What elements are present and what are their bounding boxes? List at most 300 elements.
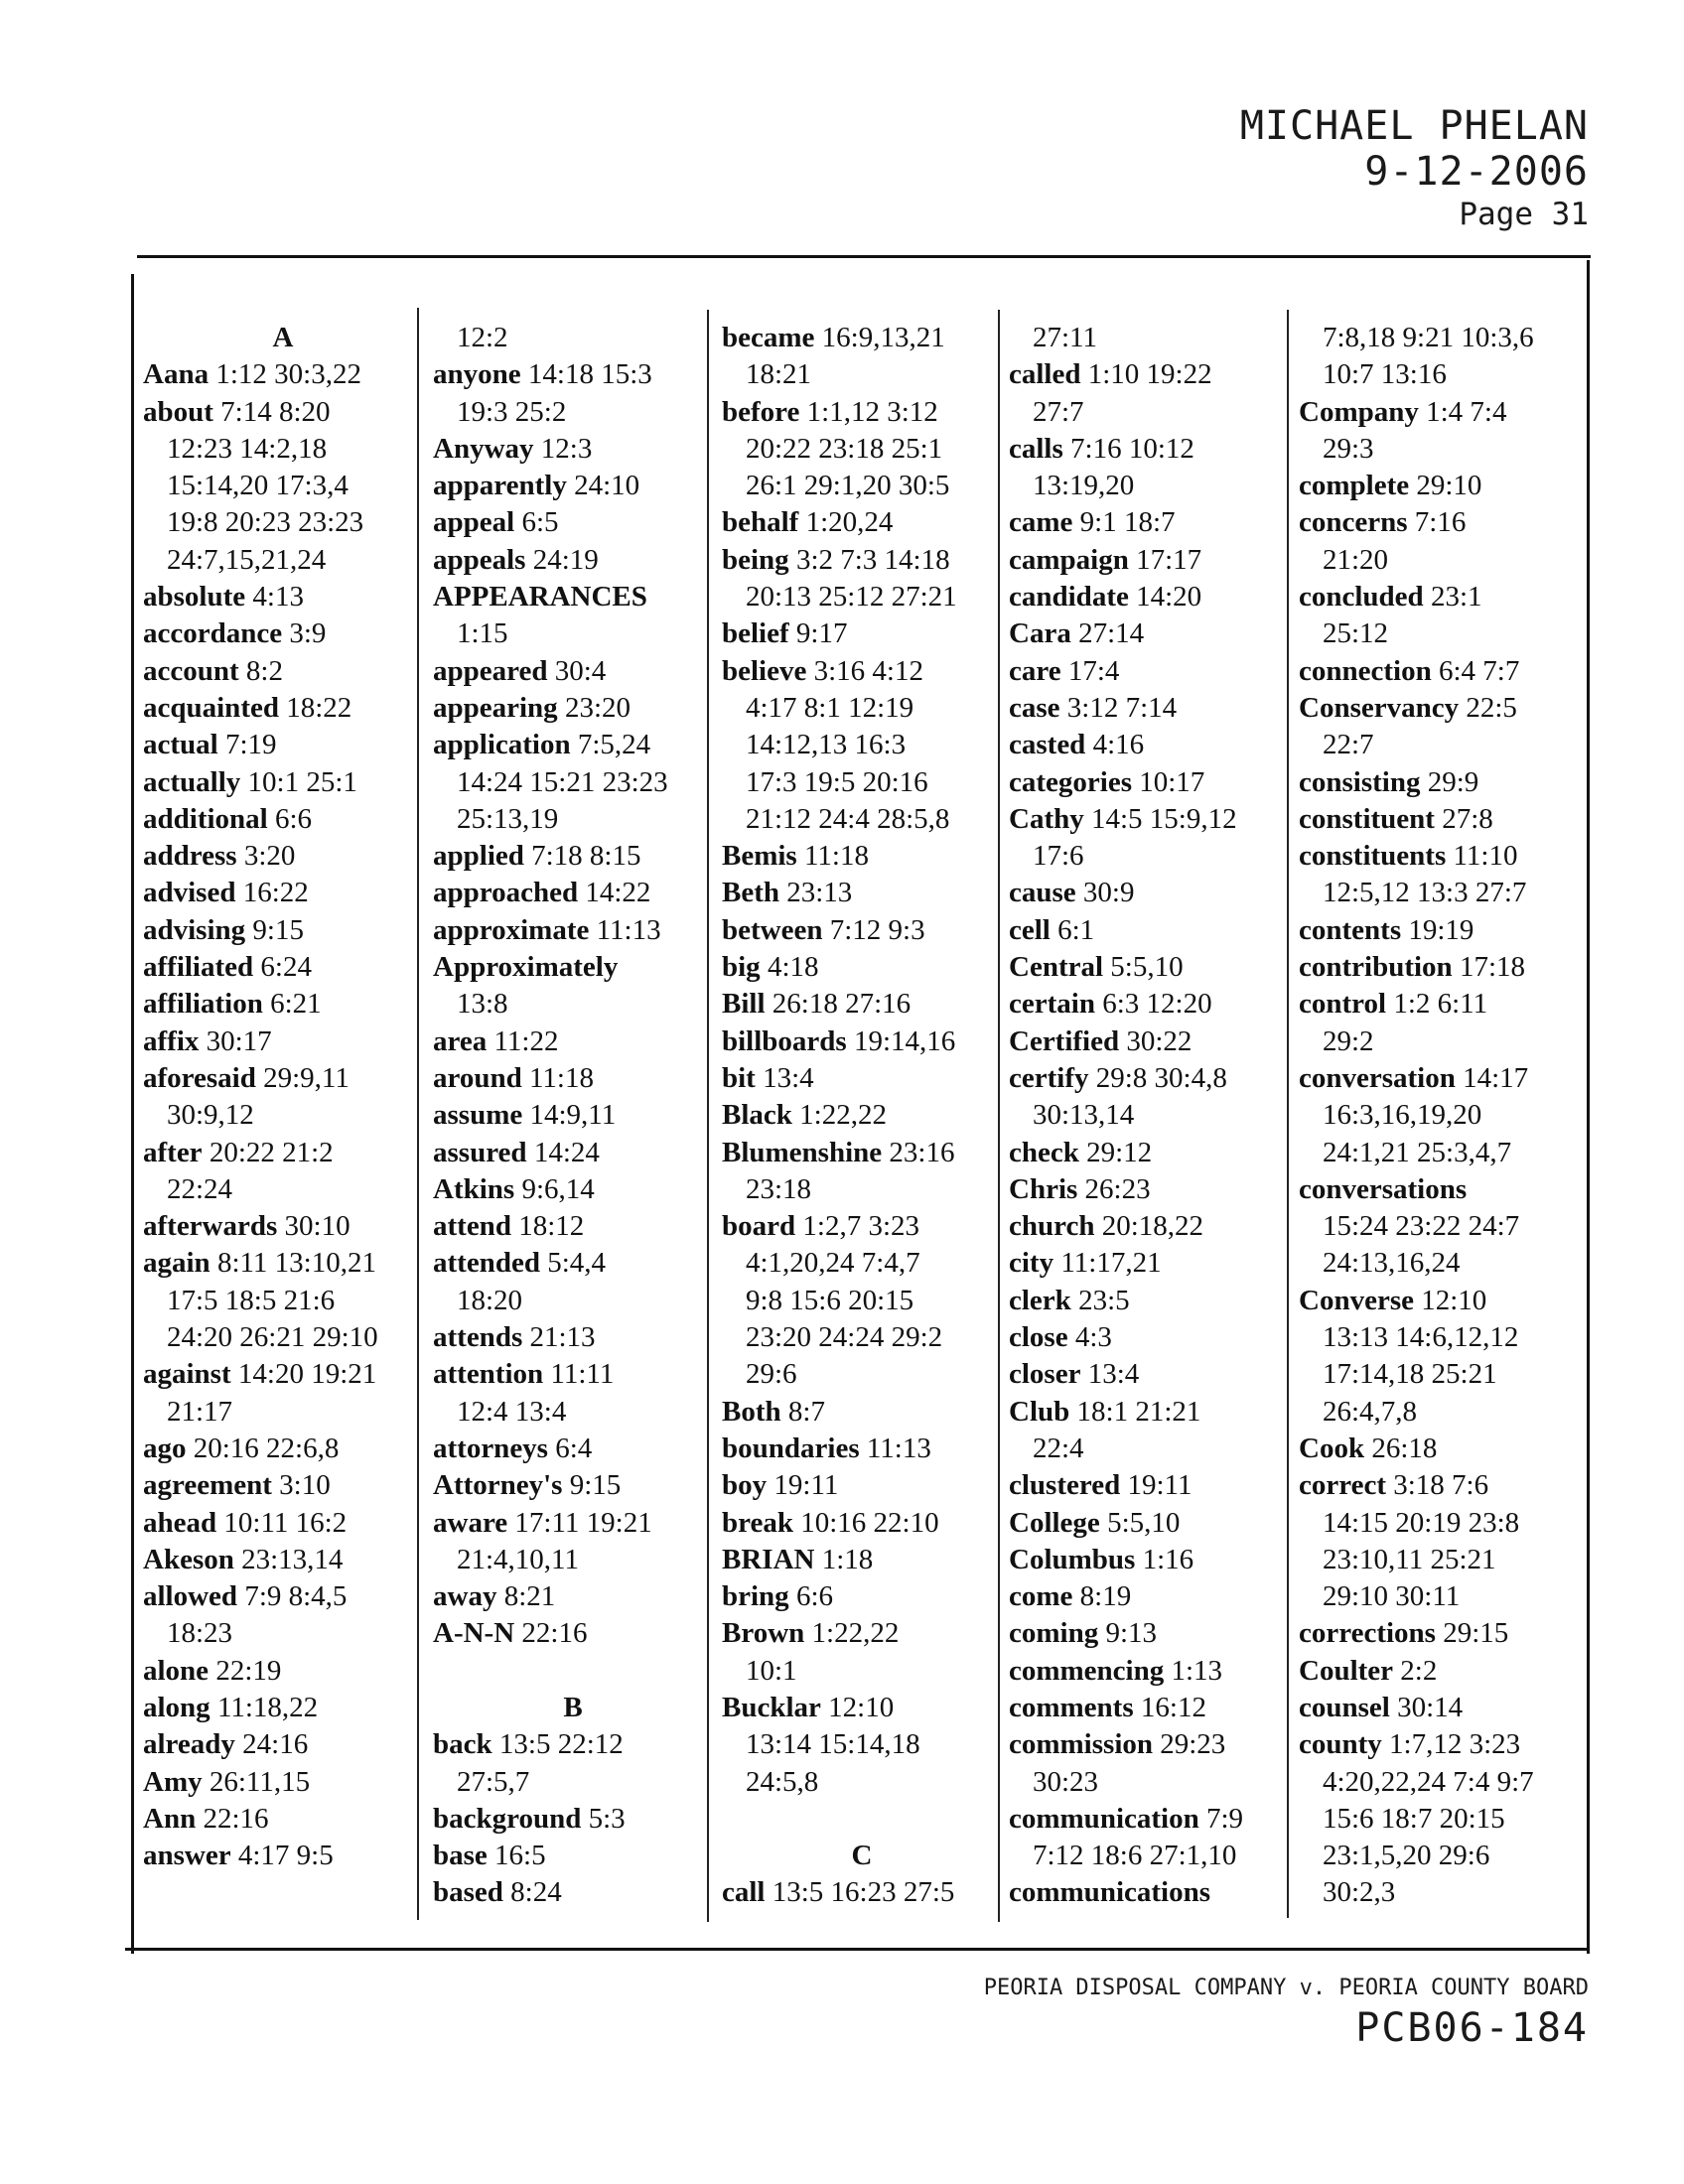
page-line-refs: 11:18 <box>528 1061 594 1094</box>
index-entry <box>143 1542 423 1578</box>
index-term: certain <box>1009 988 1095 1021</box>
index-term: appearing <box>433 691 558 724</box>
index-entry <box>1009 615 1289 652</box>
index-term: Akeson <box>143 1543 234 1575</box>
index-entry <box>1299 1283 1579 1319</box>
index-entry <box>433 838 713 875</box>
page-line-refs: 14:5 15:9,12 <box>1090 802 1237 835</box>
index-entry <box>143 875 423 911</box>
index-entry <box>433 1245 713 1282</box>
page-line-refs: 23:16 <box>889 1136 955 1168</box>
page-line-refs: 10:17 <box>1139 765 1205 798</box>
index-continuation: 21:4,10,11 <box>457 1543 579 1575</box>
page-line-refs: 7:18 8:15 <box>531 840 641 873</box>
page-line-refs: 6:6 <box>274 802 313 835</box>
index-continuation: 17:3 19:5 20:16 <box>746 765 928 798</box>
page-line-refs: 21:13 <box>529 1321 596 1354</box>
index-entry <box>1299 986 1579 1023</box>
index-entry <box>1299 801 1579 838</box>
index-entry <box>433 1578 713 1615</box>
index-term: APPEARANCES <box>433 581 647 614</box>
page-line-refs: 8:24 <box>510 1876 562 1909</box>
index-term: A-N-N <box>433 1617 515 1650</box>
page-line-refs: 27:14 <box>1078 617 1145 650</box>
index-term: affiliation <box>143 988 263 1021</box>
index-term: Converse <box>1299 1284 1414 1316</box>
index-entry <box>1009 579 1289 615</box>
page-line-refs: 26:18 27:16 <box>772 988 912 1021</box>
index-entry <box>1009 504 1289 541</box>
index-entry <box>722 542 1002 579</box>
index-continuation: 29:10 30:11 <box>1323 1580 1461 1613</box>
index-entry <box>1009 1542 1289 1578</box>
index-column <box>143 320 423 1874</box>
index-entry <box>722 949 1002 986</box>
index-continuation: 18:21 <box>746 358 812 391</box>
index-term: consisting <box>1299 765 1421 798</box>
page-line-refs: 19:11 <box>773 1469 839 1502</box>
index-term: came <box>1009 506 1073 539</box>
page-line-refs: 23:13,14 <box>241 1543 344 1575</box>
index-term: between <box>722 913 823 946</box>
index-term: Cook <box>1299 1432 1365 1464</box>
index-term: believe <box>722 654 807 687</box>
index-entry <box>1299 1431 1579 1467</box>
index-entry <box>143 1690 423 1726</box>
page-line-refs: 17:17 <box>1136 543 1202 576</box>
index-entry <box>1009 1726 1289 1763</box>
index-entry <box>1009 356 1289 393</box>
index-term: communication <box>1009 1802 1199 1835</box>
index-continuation: 10:1 <box>746 1654 797 1687</box>
index-entry <box>1009 1356 1289 1393</box>
index-entry <box>1009 1060 1289 1097</box>
index-entry <box>143 1838 423 1874</box>
page-line-refs: 22:19 <box>215 1654 282 1687</box>
page-line-refs: 22:16 <box>203 1802 269 1835</box>
index-term: accordance <box>143 617 283 650</box>
index-term: being <box>722 543 789 576</box>
index-term: advised <box>143 877 236 909</box>
index-continuation: 12:5,12 13:3 27:7 <box>1323 877 1527 909</box>
index-entry <box>722 912 1002 949</box>
page-line-refs: 13:4 <box>763 1061 814 1094</box>
index-continuation: 23:20 24:24 29:2 <box>746 1321 943 1354</box>
index-term: cause <box>1009 877 1076 909</box>
index-term: counsel <box>1299 1691 1390 1723</box>
deposition-date: 9-12-2006 <box>1364 149 1589 195</box>
index-continuation: 4:17 8:1 12:19 <box>746 691 914 724</box>
index-term: against <box>143 1358 231 1391</box>
index-continuation: 29:3 <box>1323 432 1374 465</box>
index-entry <box>143 801 423 838</box>
index-term: afterwards <box>143 1210 278 1243</box>
index-entry <box>1009 1024 1289 1060</box>
index-continuation: 1:15 <box>457 617 508 650</box>
index-entry <box>722 1208 1002 1245</box>
page-line-refs: 12:10 <box>1421 1284 1487 1316</box>
page-line-refs: 7:12 9:3 <box>829 913 925 946</box>
page-line-refs: 6:3 12:20 <box>1102 988 1212 1021</box>
page-line-refs: 10:16 22:10 <box>800 1506 939 1539</box>
page-line-refs: 29:23 <box>1160 1728 1226 1761</box>
index-term: ago <box>143 1432 187 1464</box>
index-continuation: 7:8,18 9:21 10:3,6 <box>1323 322 1534 353</box>
index-continuation: 14:24 15:21 23:23 <box>457 765 668 798</box>
index-continuation: 15:6 18:7 20:15 <box>1323 1802 1505 1835</box>
index-entry <box>1299 1171 1579 1208</box>
index-continuation: 30:2,3 <box>1323 1876 1396 1909</box>
index-entry <box>433 1171 713 1208</box>
index-continuation: 19:8 20:23 23:23 <box>167 506 364 539</box>
index-term: campaign <box>1009 543 1129 576</box>
case-caption: PEORIA DISPOSAL COMPANY v. PEORIA COUNTY BOARD <box>983 1976 1589 2000</box>
box-bottom-border <box>125 1948 1589 1951</box>
index-continuation: 25:12 <box>1323 617 1389 650</box>
page-line-refs: 1:2,7 3:23 <box>802 1210 920 1243</box>
index-entry <box>1009 764 1289 801</box>
page-line-refs: 9:1 18:7 <box>1079 506 1176 539</box>
page-line-refs: 1:13 <box>1171 1654 1223 1687</box>
index-entry <box>722 1542 1002 1578</box>
index-term: concluded <box>1299 581 1424 614</box>
index-term: BRIAN <box>722 1543 815 1575</box>
page-line-refs: 16:5 <box>494 1840 546 1872</box>
index-entry <box>722 1135 1002 1171</box>
index-entry <box>433 431 713 468</box>
index-term: contribution <box>1299 951 1453 984</box>
page-line-refs: 8:2 <box>245 654 283 687</box>
index-entry <box>722 986 1002 1023</box>
index-term: Ann <box>143 1802 197 1835</box>
index-entry <box>722 1505 1002 1542</box>
index-term: account <box>143 654 239 687</box>
index-entry <box>1009 653 1289 690</box>
page-line-refs: 11:11 <box>550 1358 615 1391</box>
index-term: boy <box>722 1469 768 1502</box>
index-term: already <box>143 1728 235 1761</box>
page-line-refs: 11:13 <box>866 1432 931 1464</box>
page-line-refs: 30:4 <box>554 654 607 687</box>
index-entry <box>722 1097 1002 1134</box>
index-term: contents <box>1299 913 1402 946</box>
index-entry <box>1009 1283 1289 1319</box>
page-line-refs: 14:18 15:3 <box>527 358 652 391</box>
index-continuation: 27:5,7 <box>457 1765 530 1798</box>
index-entry <box>1299 504 1579 541</box>
index-term: come <box>1009 1580 1073 1613</box>
index-entry <box>143 1356 423 1393</box>
index-term: constituent <box>1299 802 1435 835</box>
index-term: actually <box>143 765 241 798</box>
page-line-refs: 6:1 <box>1057 913 1095 946</box>
index-entry <box>433 1097 713 1134</box>
index-term: close <box>1009 1321 1068 1354</box>
index-term: before <box>722 395 800 428</box>
index-continuation: 7:12 18:6 27:1,10 <box>1033 1840 1237 1872</box>
index-entry <box>143 394 423 431</box>
index-entry <box>143 1726 423 1763</box>
index-entry <box>1009 1801 1289 1838</box>
index-continuation: 29:2 <box>1323 1024 1374 1057</box>
index-term: Conservancy <box>1299 691 1460 724</box>
page-line-refs: 3:9 <box>289 617 327 650</box>
index-term: closer <box>1009 1358 1081 1391</box>
index-entry <box>143 949 423 986</box>
index-entry <box>722 875 1002 911</box>
index-continuation: 27:11 <box>1033 322 1097 353</box>
index-term: Attorney's <box>433 1469 563 1502</box>
spacer <box>433 1653 713 1690</box>
page-line-refs: 7:16 <box>1414 506 1467 539</box>
index-term: Blumenshine <box>722 1136 883 1168</box>
page-line-refs: 11:18,22 <box>216 1691 319 1723</box>
index-term: affix <box>143 1024 200 1057</box>
index-term: constituents <box>1299 840 1447 873</box>
index-term: attorneys <box>433 1432 548 1464</box>
index-entry <box>433 653 713 690</box>
page-line-refs: 17:18 <box>1459 951 1525 984</box>
index-term: area <box>433 1024 488 1057</box>
index-entry <box>722 653 1002 690</box>
index-continuation: 18:23 <box>167 1617 233 1650</box>
index-entry <box>433 1505 713 1542</box>
page-line-refs: 17:4 <box>1067 654 1120 687</box>
index-continuation: 17:5 18:5 21:6 <box>167 1284 336 1316</box>
page-line-refs: 5:4,4 <box>547 1247 607 1280</box>
index-entry <box>1299 764 1579 801</box>
page-line-refs: 3:2 7:3 14:18 <box>795 543 950 576</box>
index-continuation: 29:6 <box>746 1358 797 1391</box>
page-line-refs: 7:14 8:20 <box>220 395 331 428</box>
page-line-refs: 11:22 <box>493 1024 559 1057</box>
index-term: advising <box>143 913 246 946</box>
index-continuation: 4:1,20,24 7:4,7 <box>746 1247 920 1280</box>
index-entry <box>1009 1615 1289 1652</box>
index-entry <box>1299 653 1579 690</box>
index-term: case <box>1009 691 1060 724</box>
page-line-refs: 5:5,10 <box>1110 951 1184 984</box>
index-entry <box>433 542 713 579</box>
page-line-refs: 16:22 <box>242 877 309 909</box>
page-line-refs: 26:11,15 <box>209 1765 311 1798</box>
index-term: Both <box>722 1395 781 1428</box>
page-line-refs: 23:13 <box>786 877 853 909</box>
index-term: certify <box>1009 1061 1089 1094</box>
index-term: call <box>722 1876 766 1909</box>
index-term: behalf <box>722 506 799 539</box>
page-line-refs: 30:9 <box>1082 877 1135 909</box>
index-continuation: 13:19,20 <box>1033 470 1135 502</box>
index-entry <box>143 1024 423 1060</box>
index-entry <box>143 1208 423 1245</box>
index-entry <box>433 949 713 986</box>
index-entry <box>722 1615 1002 1652</box>
index-entry <box>143 1060 423 1097</box>
index-column <box>1299 320 1579 1912</box>
index-term: Aana <box>143 358 210 391</box>
index-entry <box>143 1467 423 1504</box>
index-term: Central <box>1009 951 1104 984</box>
index-entry <box>433 1060 713 1097</box>
page-line-refs: 4:3 <box>1074 1321 1112 1354</box>
index-term: away <box>433 1580 497 1613</box>
index-term: belief <box>722 617 789 650</box>
page-line-refs: 29:12 <box>1086 1136 1153 1168</box>
index-term: absolute <box>143 581 246 614</box>
index-continuation: 26:1 29:1,20 30:5 <box>746 470 950 502</box>
index-continuation: 22:4 <box>1033 1432 1084 1464</box>
index-continuation: 20:22 23:18 25:1 <box>746 432 943 465</box>
index-entry <box>1009 949 1289 986</box>
index-term: casted <box>1009 729 1086 761</box>
page-line-refs: 7:19 <box>224 729 277 761</box>
top-rule <box>137 255 1591 258</box>
page-line-refs: 29:8 30:4,8 <box>1095 1061 1227 1094</box>
index-entry <box>1299 912 1579 949</box>
index-entry <box>1009 1319 1289 1356</box>
page-line-refs: 26:23 <box>1084 1172 1151 1205</box>
index-term: Company <box>1299 395 1419 428</box>
index-entry <box>433 912 713 949</box>
index-entry <box>722 394 1002 431</box>
index-continuation: 14:15 20:19 23:8 <box>1323 1506 1520 1539</box>
index-entry <box>1009 1874 1289 1911</box>
index-entry <box>722 1431 1002 1467</box>
page-line-refs: 6:4 7:7 <box>1438 654 1520 687</box>
index-continuation: 4:20,22,24 7:4 9:7 <box>1323 1765 1534 1798</box>
index-entry <box>143 912 423 949</box>
index-continuation: 23:18 <box>746 1172 812 1205</box>
index-term: agreement <box>143 1469 272 1502</box>
index-continuation: 10:7 13:16 <box>1323 358 1447 391</box>
index-entry <box>1299 838 1579 875</box>
index-term: appeals <box>433 543 526 576</box>
index-term: again <box>143 1247 210 1280</box>
index-term: answer <box>143 1840 231 1872</box>
index-entry <box>1009 1245 1289 1282</box>
index-entry <box>1009 431 1289 468</box>
index-term: Anyway <box>433 432 534 465</box>
index-term: commencing <box>1009 1654 1165 1687</box>
index-continuation: 24:1,21 25:3,4,7 <box>1323 1136 1512 1168</box>
page-line-refs: 1:22,22 <box>811 1617 900 1650</box>
page-line-refs: 13:5 22:12 <box>498 1728 624 1761</box>
page-line-refs: 10:11 16:2 <box>223 1506 348 1539</box>
page-line-refs: 3:18 7:6 <box>1393 1469 1489 1502</box>
index-entry <box>1009 1171 1289 1208</box>
index-continuation: 30:9,12 <box>167 1099 254 1132</box>
index-entry <box>433 1208 713 1245</box>
index-entry <box>433 875 713 911</box>
index-term: apparently <box>433 470 567 502</box>
page-line-refs: 11:17,21 <box>1060 1247 1162 1280</box>
index-term: correct <box>1299 1469 1386 1502</box>
index-entry <box>722 320 1002 356</box>
index-entry <box>143 1578 423 1615</box>
index-entry <box>1299 579 1579 615</box>
index-entry <box>1299 1467 1579 1504</box>
case-number: PCB06-184 <box>1355 2005 1589 2051</box>
index-term: Cara <box>1009 617 1071 650</box>
page-line-refs: 6:24 <box>260 951 312 984</box>
page-line-refs: 14:20 19:21 <box>237 1358 377 1391</box>
index-term: applied <box>433 840 524 873</box>
page-line-refs: 14:9,11 <box>529 1099 617 1132</box>
index-entry <box>143 1135 423 1171</box>
index-entry <box>1009 690 1289 727</box>
page-line-refs: 24:19 <box>532 543 599 576</box>
index-term: Brown <box>722 1617 805 1650</box>
index-term: connection <box>1299 654 1432 687</box>
index-entry <box>143 356 423 393</box>
page-line-refs: 22:16 <box>521 1617 588 1650</box>
index-continuation: 15:24 23:22 24:7 <box>1323 1210 1520 1243</box>
page-line-refs: 30:17 <box>206 1024 272 1057</box>
index-continuation: 21:20 <box>1323 543 1389 576</box>
index-continuation: 9:8 15:6 20:15 <box>746 1284 914 1316</box>
index-entry <box>1009 986 1289 1023</box>
index-term: billboards <box>722 1024 847 1057</box>
page-line-refs: 14:22 <box>585 877 651 909</box>
index-term: Club <box>1009 1395 1070 1428</box>
index-term: categories <box>1009 765 1132 798</box>
index-entry <box>1299 394 1579 431</box>
index-term: application <box>433 729 571 761</box>
index-continuation: 26:4,7,8 <box>1323 1395 1418 1428</box>
index-continuation: 24:13,16,24 <box>1323 1247 1461 1280</box>
index-entry <box>1009 1653 1289 1690</box>
page-line-refs: 1:12 30:3,22 <box>215 358 361 391</box>
index-entry <box>1009 1690 1289 1726</box>
index-entry <box>143 690 423 727</box>
index-term: College <box>1009 1506 1100 1539</box>
index-entry <box>433 504 713 541</box>
index-entry <box>143 653 423 690</box>
index-term: aforesaid <box>143 1061 256 1094</box>
page-line-refs: 1:1,12 3:12 <box>806 395 938 428</box>
page-line-refs: 13:4 <box>1087 1358 1140 1391</box>
index-term: clustered <box>1009 1469 1121 1502</box>
index-continuation: 23:1,5,20 29:6 <box>1323 1840 1490 1872</box>
page-line-refs: 1:4 7:4 <box>1426 395 1507 428</box>
index-term: back <box>433 1728 492 1761</box>
page-line-refs: 19:11 <box>1127 1469 1193 1502</box>
page-line-refs: 12:3 <box>540 432 593 465</box>
index-entry <box>722 838 1002 875</box>
page-line-refs: 29:10 <box>1416 470 1482 502</box>
index-continuation: 19:3 25:2 <box>457 395 567 428</box>
index-continuation: 12:23 14:2,18 <box>167 432 328 465</box>
index-continuation: 21:12 24:4 28:5,8 <box>746 802 950 835</box>
page-line-refs: 1:16 <box>1142 1543 1194 1575</box>
page-line-refs: 1:2 6:11 <box>1393 988 1488 1021</box>
index-term: based <box>433 1876 503 1909</box>
index-term: attention <box>433 1358 544 1391</box>
index-continuation: 17:14,18 25:21 <box>1323 1358 1497 1391</box>
page-line-refs: 1:22,22 <box>799 1099 887 1132</box>
page-line-refs: 29:9,11 <box>263 1061 350 1094</box>
index-term: address <box>143 840 237 873</box>
index-term: control <box>1299 988 1387 1021</box>
page-line-refs: 1:20,24 <box>805 506 894 539</box>
index-term: Black <box>722 1099 792 1132</box>
index-continuation: 25:13,19 <box>457 802 559 835</box>
page-line-refs: 24:10 <box>574 470 640 502</box>
index-term: care <box>1009 654 1061 687</box>
page-line-refs: 9:15 <box>252 913 304 946</box>
index-term: board <box>722 1210 796 1243</box>
